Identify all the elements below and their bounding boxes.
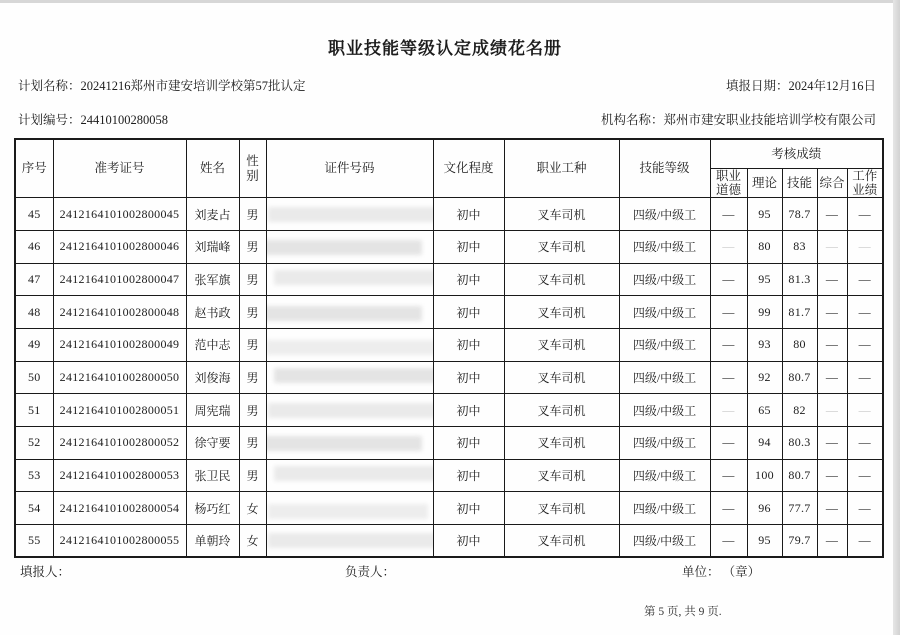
cell-score-theory: 95 xyxy=(747,263,782,296)
cell-gender: 女 xyxy=(239,525,266,558)
table-row xyxy=(15,329,883,362)
cell-seq: 55 xyxy=(15,525,53,558)
cell-score-ethics: — xyxy=(710,492,747,525)
cell-gender: 男 xyxy=(239,198,266,231)
cell-occupation: 叉车司机 xyxy=(504,492,619,525)
cell-skill-level: 四级/中级工 xyxy=(619,198,710,231)
cell-score-ethics: — xyxy=(710,198,747,231)
org-name-value: 郑州市建安职业技能培训学校有限公司 xyxy=(663,113,876,127)
cell-occupation: 叉车司机 xyxy=(504,394,619,427)
col-header-ethics: 职业道德 xyxy=(710,168,747,198)
cell-name: 刘俊海 xyxy=(186,361,239,394)
cell-score-theory: 65 xyxy=(747,394,782,427)
col-header-theory: 理论 xyxy=(747,168,782,198)
cell-score-comprehensive: — xyxy=(817,394,847,427)
table-row xyxy=(15,198,883,231)
table-row xyxy=(15,394,883,427)
col-header-exam-no: 准考证号 xyxy=(53,139,186,198)
cell-occupation: 叉车司机 xyxy=(504,198,619,231)
table-row xyxy=(15,525,883,558)
org-name-line xyxy=(601,110,876,128)
cell-exam-no: 2412164101002800052 xyxy=(53,427,186,460)
cell-id-number xyxy=(266,394,433,427)
cell-seq: 47 xyxy=(15,263,53,296)
cell-score-skill: 82 xyxy=(782,394,817,427)
table-row xyxy=(15,459,883,492)
cell-gender: 男 xyxy=(239,230,266,263)
cell-exam-no: 2412164101002800048 xyxy=(53,296,186,329)
cell-score-theory: 100 xyxy=(747,459,782,492)
cell-score-comprehensive: — xyxy=(817,361,847,394)
cell-score-work: — xyxy=(847,427,883,460)
cell-occupation: 叉车司机 xyxy=(504,296,619,329)
cell-score-skill: 79.7 xyxy=(782,525,817,558)
cell-seq: 50 xyxy=(15,361,53,394)
cell-score-comprehensive: — xyxy=(817,230,847,263)
cell-score-theory: 95 xyxy=(747,525,782,558)
col-header-work-performance: 工作业绩 xyxy=(847,168,883,198)
cell-id-number xyxy=(266,459,433,492)
redacted-id-blur xyxy=(268,207,434,222)
cell-score-ethics: — xyxy=(710,394,747,427)
redacted-id-blur xyxy=(266,340,433,355)
cell-skill-level: 四级/中级工 xyxy=(619,230,710,263)
cell-gender: 男 xyxy=(239,459,266,492)
cell-score-skill: 80.3 xyxy=(782,427,817,460)
cell-seq: 54 xyxy=(15,492,53,525)
cell-education: 初中 xyxy=(433,296,504,329)
cell-score-ethics: — xyxy=(710,230,747,263)
cell-score-comprehensive: — xyxy=(817,296,847,329)
cell-seq: 52 xyxy=(15,427,53,460)
cell-education: 初中 xyxy=(433,329,504,362)
plan-name-line xyxy=(18,76,306,94)
redacted-id-blur xyxy=(266,240,422,255)
cell-score-skill: 80.7 xyxy=(782,459,817,492)
cell-score-theory: 95 xyxy=(747,198,782,231)
cell-seq: 51 xyxy=(15,394,53,427)
col-header-comprehensive: 综合 xyxy=(817,168,847,198)
cell-skill-level: 四级/中级工 xyxy=(619,459,710,492)
cell-gender: 男 xyxy=(239,361,266,394)
cell-education: 初中 xyxy=(433,427,504,460)
cell-score-comprehensive: — xyxy=(817,525,847,558)
cell-score-theory: 99 xyxy=(747,296,782,329)
report-date-label: 填报日期： xyxy=(725,79,789,93)
plan-no-value: 24410100280058 xyxy=(80,113,169,127)
cell-id-number xyxy=(266,263,433,296)
cell-name: 范中志 xyxy=(186,329,239,362)
cell-score-theory: 80 xyxy=(747,230,782,263)
cell-name: 单朝玲 xyxy=(186,525,239,558)
redacted-id-blur xyxy=(268,504,428,519)
cell-name: 徐守要 xyxy=(186,427,239,460)
cell-exam-no: 2412164101002800054 xyxy=(53,492,186,525)
redacted-id-blur xyxy=(268,403,434,418)
cell-skill-level: 四级/中级工 xyxy=(619,296,710,329)
cell-score-ethics: — xyxy=(710,459,747,492)
col-header-skill-level: 技能等级 xyxy=(619,139,710,198)
cell-score-theory: 92 xyxy=(747,361,782,394)
cell-skill-level: 四级/中级工 xyxy=(619,525,710,558)
cell-score-ethics: — xyxy=(710,263,747,296)
col-header-seq: 序号 xyxy=(15,139,53,198)
cell-score-skill: 81.7 xyxy=(782,296,817,329)
cell-seq: 49 xyxy=(15,329,53,362)
cell-id-number xyxy=(266,296,433,329)
cell-gender: 男 xyxy=(239,427,266,460)
org-name-label: 机构名称： xyxy=(600,113,664,127)
cell-name: 张卫民 xyxy=(186,459,239,492)
results-body xyxy=(15,198,883,558)
cell-occupation: 叉车司机 xyxy=(504,361,619,394)
cell-score-ethics: — xyxy=(710,427,747,460)
cell-education: 初中 xyxy=(433,230,504,263)
table-row xyxy=(15,361,883,394)
redacted-id-blur xyxy=(266,306,422,321)
cell-education: 初中 xyxy=(433,492,504,525)
col-header-education: 文化程度 xyxy=(433,139,504,198)
cell-score-work: — xyxy=(847,329,883,362)
redacted-id-blur xyxy=(274,270,434,285)
cell-score-work: — xyxy=(847,296,883,329)
manager-label: 负责人： xyxy=(345,565,396,579)
plan-name-label: 计划名称： xyxy=(18,79,81,93)
cell-skill-level: 四级/中级工 xyxy=(619,263,710,296)
cell-score-ethics: — xyxy=(710,296,747,329)
cell-score-work: — xyxy=(847,492,883,525)
cell-skill-level: 四级/中级工 xyxy=(619,394,710,427)
cell-name: 刘瑞峰 xyxy=(186,230,239,263)
redacted-id-blur xyxy=(274,368,434,383)
cell-occupation: 叉车司机 xyxy=(504,427,619,460)
cell-score-comprehensive: — xyxy=(817,427,847,460)
cell-id-number xyxy=(266,525,433,558)
cell-gender: 女 xyxy=(239,492,266,525)
cell-score-work: — xyxy=(847,198,883,231)
cell-seq: 46 xyxy=(15,230,53,263)
cell-score-ethics: — xyxy=(710,329,747,362)
cell-score-ethics: — xyxy=(710,525,747,558)
col-header-name: 姓名 xyxy=(186,139,239,198)
results-table xyxy=(14,138,884,558)
cell-exam-no: 2412164101002800051 xyxy=(53,394,186,427)
col-header-score-group: 考核成绩 xyxy=(710,139,883,168)
cell-exam-no: 2412164101002800047 xyxy=(53,263,186,296)
cell-education: 初中 xyxy=(433,198,504,231)
cell-score-work: — xyxy=(847,263,883,296)
table-row xyxy=(15,263,883,296)
table-row xyxy=(15,230,883,263)
cell-score-work: — xyxy=(847,230,883,263)
cell-score-work: — xyxy=(847,361,883,394)
cell-score-comprehensive: — xyxy=(817,198,847,231)
plan-no-line xyxy=(18,110,168,128)
cell-skill-level: 四级/中级工 xyxy=(619,361,710,394)
cell-occupation: 叉车司机 xyxy=(504,329,619,362)
cell-skill-level: 四级/中级工 xyxy=(619,492,710,525)
report-date-line xyxy=(726,76,876,94)
cell-score-theory: 94 xyxy=(747,427,782,460)
col-header-id-number: 证件号码 xyxy=(266,139,433,198)
cell-id-number xyxy=(266,427,433,460)
cell-education: 初中 xyxy=(433,361,504,394)
cell-seq: 45 xyxy=(15,198,53,231)
cell-exam-no: 2412164101002800055 xyxy=(53,525,186,558)
report-date-value: 2024年12月16日 xyxy=(788,79,876,93)
cell-score-skill: 77.7 xyxy=(782,492,817,525)
cell-name: 刘麦占 xyxy=(186,198,239,231)
cell-score-skill: 80 xyxy=(782,329,817,362)
cell-score-skill: 83 xyxy=(782,230,817,263)
cell-gender: 男 xyxy=(239,329,266,362)
cell-name: 张军旗 xyxy=(186,263,239,296)
cell-exam-no: 2412164101002800045 xyxy=(53,198,186,231)
photo-edge-top xyxy=(0,0,900,3)
cell-occupation: 叉车司机 xyxy=(504,263,619,296)
cell-id-number xyxy=(266,198,433,231)
cell-occupation: 叉车司机 xyxy=(504,459,619,492)
redacted-id-blur xyxy=(268,533,434,548)
filler-label: 填报人： xyxy=(20,565,71,579)
col-header-occupation: 职业工种 xyxy=(504,139,619,198)
page-title: 职业技能等级认定成绩花名册 xyxy=(328,39,562,58)
cell-id-number xyxy=(266,329,433,362)
cell-score-comprehensive: — xyxy=(817,329,847,362)
cell-id-number xyxy=(266,492,433,525)
cell-score-skill: 80.7 xyxy=(782,361,817,394)
cell-id-number xyxy=(266,361,433,394)
cell-gender: 男 xyxy=(239,394,266,427)
cell-name: 赵书政 xyxy=(186,296,239,329)
redacted-id-blur xyxy=(266,436,422,451)
cell-education: 初中 xyxy=(433,525,504,558)
cell-exam-no: 2412164101002800053 xyxy=(53,459,186,492)
cell-score-theory: 96 xyxy=(747,492,782,525)
cell-score-ethics: — xyxy=(710,361,747,394)
cell-skill-level: 四级/中级工 xyxy=(619,329,710,362)
cell-score-work: — xyxy=(847,394,883,427)
cell-occupation: 叉车司机 xyxy=(504,525,619,558)
plan-name-value: 20241216郑州市建安培训学校第57批认定 xyxy=(80,79,306,93)
table-row xyxy=(15,427,883,460)
cell-skill-level: 四级/中级工 xyxy=(619,427,710,460)
redacted-id-blur xyxy=(274,466,434,481)
cell-gender: 男 xyxy=(239,296,266,329)
cell-exam-no: 2412164101002800050 xyxy=(53,361,186,394)
cell-education: 初中 xyxy=(433,394,504,427)
col-header-skill: 技能 xyxy=(782,168,817,198)
cell-occupation: 叉车司机 xyxy=(504,230,619,263)
col-header-gender: 性别 xyxy=(239,139,266,198)
photo-edge-right xyxy=(893,0,900,635)
cell-score-theory: 93 xyxy=(747,329,782,362)
cell-name: 周宪瑞 xyxy=(186,394,239,427)
cell-seq: 53 xyxy=(15,459,53,492)
cell-score-skill: 78.7 xyxy=(782,198,817,231)
table-header xyxy=(15,139,883,198)
plan-no-label: 计划编号： xyxy=(18,113,81,127)
page-number: 第 5 页, 共 9 页. xyxy=(644,606,722,618)
cell-education: 初中 xyxy=(433,459,504,492)
cell-score-skill: 81.3 xyxy=(782,263,817,296)
unit-seal-label: 单位： （章） xyxy=(682,565,761,579)
cell-score-comprehensive: — xyxy=(817,263,847,296)
cell-exam-no: 2412164101002800049 xyxy=(53,329,186,362)
cell-education: 初中 xyxy=(433,263,504,296)
table-row xyxy=(15,492,883,525)
cell-seq: 48 xyxy=(15,296,53,329)
cell-id-number xyxy=(266,230,433,263)
table-row xyxy=(15,296,883,329)
cell-exam-no: 2412164101002800046 xyxy=(53,230,186,263)
cell-score-work: — xyxy=(847,525,883,558)
cell-score-comprehensive: — xyxy=(817,492,847,525)
cell-score-work: — xyxy=(847,459,883,492)
cell-name: 杨巧红 xyxy=(186,492,239,525)
cell-score-comprehensive: — xyxy=(817,459,847,492)
cell-gender: 男 xyxy=(239,263,266,296)
